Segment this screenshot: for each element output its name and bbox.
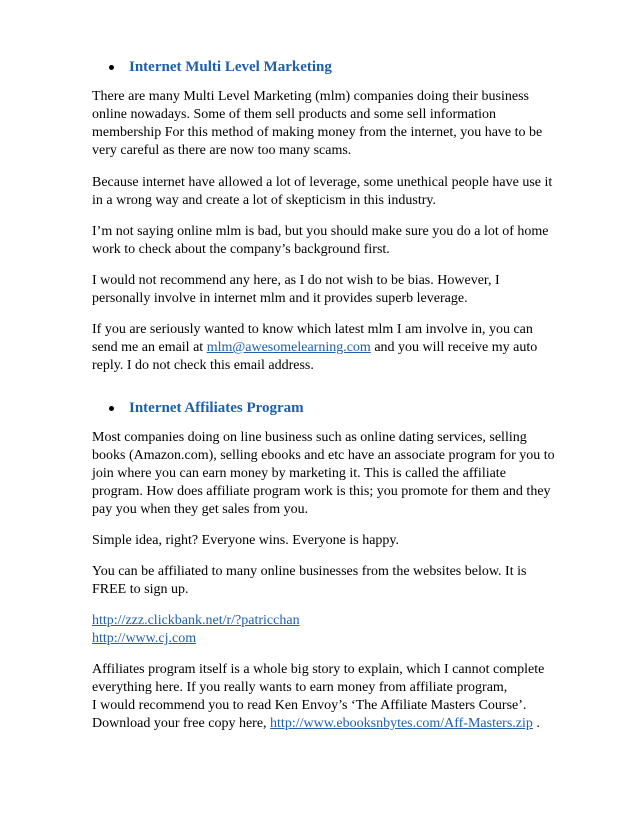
affiliates-paragraph-4 — [92, 661, 562, 733]
mlm-paragraph-2 — [92, 174, 562, 210]
text-line: I would recommend you to read Ken Envoy’s ‘The Affiliate Masters Course’. — [92, 698, 527, 713]
bullet-icon — [109, 406, 114, 411]
mlm-paragraph-3 — [92, 223, 562, 259]
mlm-paragraph-4 — [92, 272, 562, 308]
text-line — [92, 715, 562, 733]
text-line: If you are seriously wanted to know which latest mlm I am involve in, you can — [92, 322, 533, 337]
text-line: There are many Multi Level Marketing (mlm) companies doing their business — [92, 89, 529, 104]
affiliates-paragraph-1 — [92, 429, 562, 519]
text-line: very careful as there are now too many scams. — [92, 143, 352, 158]
text-line: membership For this method of making money from the internet, you have to be — [92, 125, 543, 140]
text-segment: . — [532, 716, 540, 731]
text-line: Simple idea, right? Everyone wins. Everyone is happy. — [92, 533, 400, 548]
text-line: everything here. If you really wants to earn money from affiliate program, — [92, 680, 508, 695]
affiliates-paragraph-2 — [92, 532, 562, 550]
text-line — [92, 339, 562, 357]
section-heading-affiliates — [109, 399, 562, 417]
text-line: in a wrong way and create a lot of skepticism in this industry. — [92, 193, 436, 208]
section-heading-affiliates-text: Internet Affiliates Program — [129, 400, 304, 416]
text-line: FREE to sign up. — [92, 582, 189, 597]
text-line: I would not recommend any here, as I do not wish to be bias. However, I — [92, 273, 500, 288]
text-line: online nowadays. Some of them sell products and some sell information — [92, 107, 496, 122]
mlm-paragraph-1 — [92, 88, 562, 160]
text-segment: send me an email at — [92, 340, 207, 355]
text-line: Most companies doing on line business such as online dating services, selling — [92, 430, 527, 445]
text-line: personally involve in internet mlm and it provides superb leverage. — [92, 291, 468, 306]
text-line: join where you can earn money by marketing it. This is called the affiliate — [92, 466, 506, 481]
text-line: Affiliates program itself is a whole big story to explain, which I cannot complete — [92, 662, 545, 677]
clickbank-link[interactable]: http://zzz.clickbank.net/r/?patricchan — [92, 613, 300, 628]
section-heading-mlm-text: Internet Multi Level Marketing — [129, 59, 332, 75]
text-line: program. How does affiliate program work is this; you promote for them and they — [92, 484, 551, 499]
section-heading-mlm — [109, 58, 562, 76]
text-line: work to check about the company’s background first. — [92, 242, 390, 257]
affiliate-links — [92, 612, 562, 648]
link-line — [92, 630, 562, 648]
text-line: reply. I do not check this email address. — [92, 358, 314, 373]
cj-link[interactable]: http://www.cj.com — [92, 631, 197, 646]
document-page — [92, 58, 562, 733]
bullet-icon — [109, 65, 114, 70]
mlm-paragraph-5 — [92, 321, 562, 375]
text-line: Because internet have allowed a lot of leverage, some unethical people have use it — [92, 175, 553, 190]
affiliates-paragraph-3 — [92, 563, 562, 599]
email-link[interactable]: mlm@awesomelearning.com — [206, 340, 371, 355]
text-line: You can be affiliated to many online businesses from the websites below. It is — [92, 564, 527, 579]
text-line: pay you when they get sales from you. — [92, 502, 309, 517]
link-line — [92, 612, 562, 630]
download-link[interactable]: http://www.ebooksnbytes.com/Aff-Masters.zip — [270, 716, 533, 731]
text-line: books (Amazon.com), selling ebooks and etc have an associate program for you to — [92, 448, 555, 463]
text-segment: Download your free copy here, — [92, 716, 271, 731]
text-line: I’m not saying online mlm is bad, but you should make sure you do a lot of home — [92, 224, 549, 239]
text-segment: and you will receive my auto — [370, 340, 538, 355]
